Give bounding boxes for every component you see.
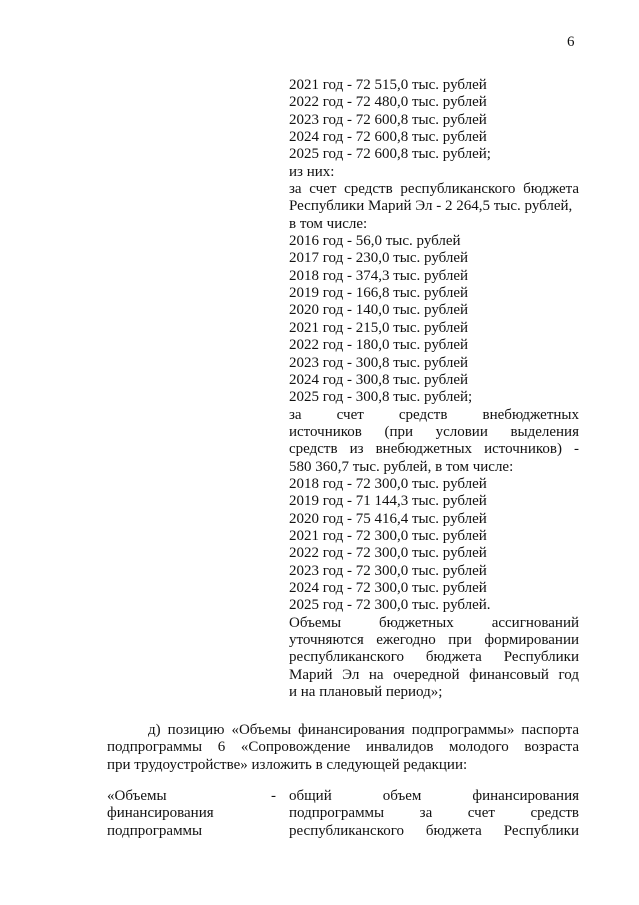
column-line: Марий Эл на очередной финансовый год: [289, 666, 579, 683]
label-line: финансирования: [107, 805, 214, 822]
funding-column: [289, 77, 579, 701]
table-label-cell: [107, 788, 267, 840]
column-line: 2022 год - 180,0 тыс. рублей: [289, 337, 469, 354]
column-line: 2019 год - 71 144,3 тыс. рублей: [289, 493, 487, 510]
column-line: уточняются ежегодно при формировании: [289, 632, 579, 648]
paragraph-line: подпрограммы 6 «Сопровождение инвалидов молодого возраста: [107, 739, 579, 756]
column-line: 2022 год - 72 480,0 тыс. рублей: [289, 94, 487, 111]
column-line: 2023 год - 72 300,0 тыс. рублей: [289, 562, 487, 579]
value-line: республиканского бюджета Республики: [289, 822, 579, 839]
column-line: за счет средств внебюджетных: [289, 406, 579, 423]
column-line: 2021 год - 72 300,0 тыс. рублей: [289, 527, 487, 544]
column-line: источников (при условии выделения: [289, 423, 579, 440]
amendment-paragraph: [107, 722, 579, 774]
paragraph-line: д) позицию «Объемы финансирования подпрограммы» паспорта: [148, 722, 579, 738]
label-line: «Объемы: [107, 788, 167, 804]
column-line: 2022 год - 72 300,0 тыс. рублей: [289, 545, 487, 562]
column-line: 580 360,7 тыс. рублей, в том числе:: [289, 458, 514, 475]
column-line: за счет средств республиканского бюджета: [289, 181, 579, 198]
column-line: республиканского бюджета Республики: [289, 649, 579, 666]
label-line: подпрограммы: [107, 822, 203, 839]
column-line: 2020 год - 75 416,4 тыс. рублей: [289, 510, 487, 527]
column-line: средств из внебюджетных источников) -: [289, 441, 579, 458]
column-line: 2024 год - 72 300,0 тыс. рублей: [289, 579, 487, 596]
column-line: 2021 год - 72 515,0 тыс. рублей: [289, 77, 487, 93]
column-line: 2018 год - 72 300,0 тыс. рублей: [289, 475, 487, 492]
paragraph-line: при трудоустройстве» изложить в следующей редакции:: [107, 756, 468, 773]
column-line: 2024 год - 300,8 тыс. рублей: [289, 371, 469, 388]
column-line: 2021 год - 215,0 тыс. рублей: [289, 319, 469, 336]
column-line: 2019 год - 166,8 тыс. рублей: [289, 285, 469, 302]
column-line: 2024 год - 72 600,8 тыс. рублей: [289, 129, 487, 146]
table-value-cell: [289, 788, 579, 840]
column-line: 2025 год - 72 300,0 тыс. рублей.: [289, 597, 491, 614]
column-line: в том числе:: [289, 215, 368, 232]
column-line: Республики Марий Эл - 2 264,5 тыс. рублей,: [289, 198, 573, 215]
column-line: 2018 год - 374,3 тыс. рублей: [289, 267, 469, 284]
value-line: общий объем финансирования: [289, 788, 579, 804]
page-number: 6: [567, 34, 575, 50]
value-line: подпрограммы за счет средств: [289, 805, 579, 822]
column-line: и на плановый период»;: [289, 684, 443, 701]
column-line: 2025 год - 300,8 тыс. рублей;: [289, 389, 473, 406]
column-line: из них:: [289, 163, 335, 180]
column-line: 2025 год - 72 600,8 тыс. рублей;: [289, 146, 491, 163]
column-line: 2023 год - 300,8 тыс. рублей: [289, 354, 469, 371]
column-line: Объемы бюджетных ассигнований: [289, 614, 579, 631]
column-line: 2020 год - 140,0 тыс. рублей: [289, 302, 469, 319]
table-dash: -: [271, 788, 276, 804]
column-line: 2016 год - 56,0 тыс. рублей: [289, 233, 461, 250]
column-line: 2017 год - 230,0 тыс. рублей: [289, 250, 469, 267]
column-line: 2023 год - 72 600,8 тыс. рублей: [289, 111, 487, 128]
